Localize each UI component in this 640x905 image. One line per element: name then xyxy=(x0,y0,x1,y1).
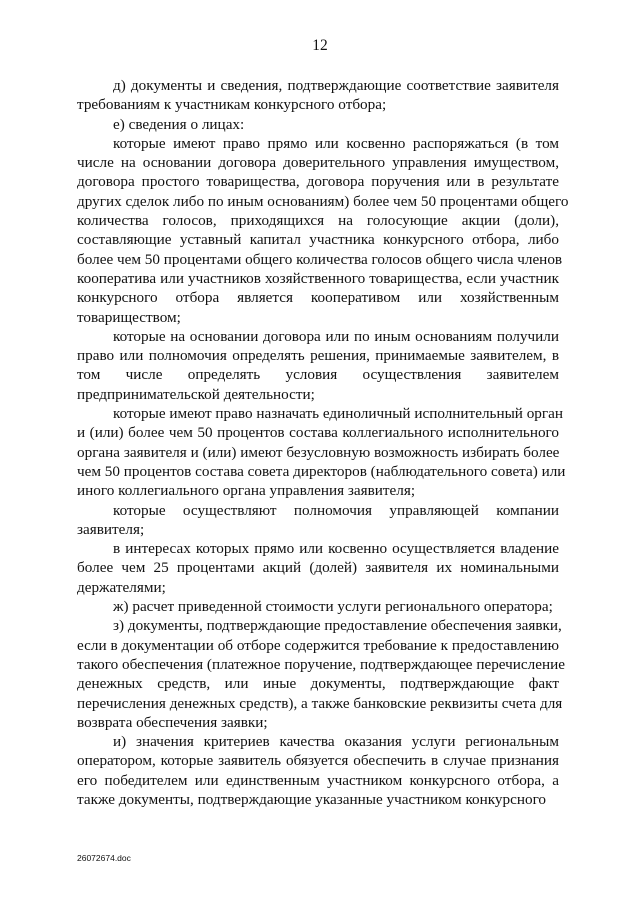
paragraph-line: его победителем или единственным участником конкурсного отбора, а xyxy=(77,771,559,789)
file-name-footer: 26072674.doc xyxy=(77,853,131,863)
paragraph-line: если в документации об отборе содержится требование к предоставлению xyxy=(77,636,559,654)
paragraph xyxy=(77,732,559,809)
paragraph-line: такого обеспечения (платежное поручение, подтверждающее перечисление xyxy=(77,655,565,673)
paragraph-line: органа заявителя и (или) имеют безусловную возможность избирать более xyxy=(77,443,560,461)
paragraph-line: заявителя; xyxy=(77,520,145,538)
paragraph xyxy=(77,597,559,616)
paragraph-line: е) сведения о лицах: xyxy=(113,115,245,133)
page-number: 12 xyxy=(312,37,328,54)
paragraph xyxy=(77,539,559,597)
paragraph-line: д) документы и сведения, подтверждающие соответствие заявителя xyxy=(113,77,559,94)
paragraph xyxy=(77,134,569,327)
paragraph-line: составляющие уставный капитал участника конкурсного отбора, либо xyxy=(77,231,559,249)
paragraph-line: иного коллегиального органа управления заявителя; xyxy=(77,482,416,500)
paragraph-line: з) документы, подтверждающие предоставление обеспечения заявки, xyxy=(113,617,562,635)
paragraph-line: договора простого товарищества, договора поручения или в результате xyxy=(77,173,559,191)
paragraph-line: оператором, которые заявитель обязуется обеспечить в случае признания xyxy=(77,752,559,770)
paragraph-line: и (или) более чем 50 процентов состава коллегиального исполнительного xyxy=(77,424,559,442)
paragraph-line: чем 50 процентов состава совета директоров (наблюдательного совета) или xyxy=(77,462,566,480)
paragraph-line: также документы, подтверждающие указанные участником конкурсного xyxy=(77,790,547,808)
paragraph-line: держателями; xyxy=(77,578,166,596)
paragraph-line: числе на основании договора доверительного управления имуществом, xyxy=(77,154,559,172)
paragraph-line: перечисления денежных средств), а также банковские реквизиты счета для xyxy=(77,694,563,712)
paragraph xyxy=(77,616,565,732)
paragraph xyxy=(77,76,559,115)
paragraph-line: конкурсного отбора является кооперативом или хозяйственным xyxy=(77,289,559,307)
paragraph-line: кооператива или участников хозяйственного товарищества, если участник xyxy=(77,269,559,287)
paragraph-line: других сделок либо по иным основаниям) более чем 50 процентами общего xyxy=(77,192,569,210)
paragraph xyxy=(77,327,559,404)
paragraph-line: которые на основании договора или по иным основаниям получили xyxy=(113,327,559,345)
paragraph-line: ж) расчет приведенной стоимости услуги регионального оператора; xyxy=(113,598,553,616)
paragraph-line: и) значения критериев качества оказания услуги региональным xyxy=(113,733,559,751)
paragraph-line: которые имеют право прямо или косвенно распоряжаться (в том xyxy=(113,134,559,152)
paragraph-line: предпринимательской деятельности; xyxy=(77,385,315,403)
paragraph-line: которые имеют право назначать единоличный исполнительный орган xyxy=(113,405,563,423)
paragraph-line: право или полномочия определять решения, принимаемые заявителем, в xyxy=(77,347,559,365)
paragraph-line: возврата обеспечения заявки; xyxy=(77,713,268,731)
paragraph-line: денежных средств, или иные документы, подтверждающие факт xyxy=(77,675,559,693)
paragraph xyxy=(77,115,559,134)
paragraph-line: в интересах которых прямо или косвенно осуществляется владение xyxy=(113,540,559,558)
paragraph-line: более чем 50 процентами общего количества голосов общего числа членов xyxy=(77,250,563,268)
paragraph-line: товариществом; xyxy=(77,308,181,326)
paragraph xyxy=(77,404,566,500)
document-body xyxy=(77,76,569,809)
paragraph-line: которые осуществляют полномочия управляющей компании xyxy=(113,501,559,519)
paragraph xyxy=(77,501,559,540)
paragraph-line: более чем 25 процентами акций (долей) заявителя их номинальными xyxy=(77,559,559,577)
paragraph-line: требованиям к участникам конкурсного отбора; xyxy=(77,96,387,114)
paragraph-line: количества голосов, приходящихся на голосующие акции (доли), xyxy=(77,212,559,230)
paragraph-line: том числе определять условия осуществления заявителем xyxy=(77,366,559,384)
